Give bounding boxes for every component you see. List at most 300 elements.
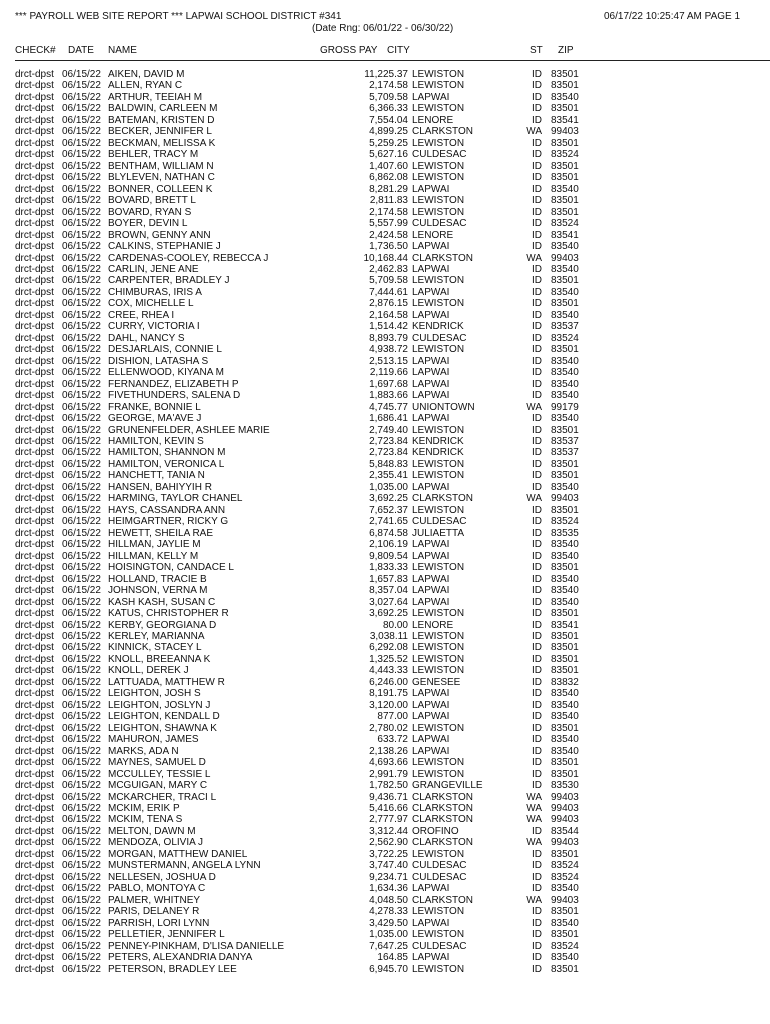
state-cell: ID: [532, 825, 542, 837]
date-cell: 06/15/22: [62, 906, 101, 918]
city-cell: LEWISTON: [412, 206, 465, 218]
table-row: [0, 447, 770, 458]
date-cell: 06/15/22: [62, 791, 101, 803]
gross-pay-cell: 1,833.33: [369, 562, 408, 574]
name-cell: PETERSON, BRADLEY LEE: [108, 963, 237, 975]
check-cell: drct-dpst: [15, 699, 54, 711]
name-cell: ALLEN, RYAN C: [108, 80, 183, 92]
table-row: [0, 103, 770, 114]
zip-cell: 83501: [551, 562, 579, 574]
city-cell: LEWISTON: [412, 470, 465, 482]
table-row: [0, 872, 770, 883]
table-row: [0, 333, 770, 344]
state-cell: ID: [532, 917, 542, 929]
check-cell: drct-dpst: [15, 906, 54, 918]
date-cell: 06/15/22: [62, 780, 101, 792]
check-cell: drct-dpst: [15, 837, 54, 849]
gross-pay-cell: 3,120.00: [369, 699, 408, 711]
table-row: [0, 814, 770, 825]
city-cell: LAPWAI: [412, 539, 450, 551]
zip-cell: 83540: [551, 263, 579, 275]
gross-pay-cell: 1,686.41: [369, 413, 408, 425]
check-cell: drct-dpst: [15, 183, 54, 195]
gross-pay-cell: 6,246.00: [369, 676, 408, 688]
table-row: [0, 929, 770, 940]
city-cell: LEWISTON: [412, 608, 465, 620]
gross-pay-cell: 2,741.65: [369, 516, 408, 528]
check-cell: drct-dpst: [15, 321, 54, 333]
city-cell: LEWISTON: [412, 172, 465, 184]
date-cell: 06/15/22: [62, 447, 101, 459]
city-cell: KENDRICK: [412, 436, 464, 447]
date-cell: 06/15/22: [62, 940, 101, 952]
gross-pay-cell: 6,874.58: [369, 527, 408, 539]
gross-pay-cell: 2,355.41: [369, 470, 408, 482]
zip-cell: 99403: [551, 894, 579, 906]
gross-pay-cell: 1,514.42: [369, 321, 408, 333]
state-cell: ID: [532, 745, 542, 757]
check-cell: drct-dpst: [15, 562, 54, 574]
name-cell: MARKS, ADA N: [108, 745, 179, 757]
check-cell: drct-dpst: [15, 883, 54, 895]
payroll-table: [0, 69, 770, 975]
state-cell: ID: [532, 860, 542, 872]
date-cell: 06/15/22: [62, 963, 101, 975]
city-cell: LEWISTON: [412, 906, 465, 918]
date-cell: 06/15/22: [62, 309, 101, 321]
name-cell: MUNSTERMANN, ANGELA LYNN: [108, 860, 261, 872]
state-cell: ID: [532, 539, 542, 551]
gross-pay-cell: 1,634.36: [369, 883, 408, 895]
table-row: [0, 941, 770, 952]
city-cell: LAPWAI: [412, 734, 450, 746]
column-header-city: CITY: [387, 45, 410, 56]
date-cell: 06/15/22: [62, 871, 101, 883]
check-cell: drct-dpst: [15, 711, 54, 723]
name-cell: KERBY, GEORGIANA D: [108, 619, 217, 631]
table-row: [0, 138, 770, 149]
gross-pay-cell: 2,876.15: [369, 298, 408, 310]
table-row: [0, 436, 770, 447]
report-date-range: (Date Rng: 06/01/22 - 06/30/22): [312, 23, 454, 34]
check-cell: drct-dpst: [15, 757, 54, 769]
date-cell: 06/15/22: [62, 550, 101, 562]
state-cell: ID: [532, 688, 542, 700]
zip-cell: 83540: [551, 745, 579, 757]
name-cell: CALKINS, STEPHANIE J: [108, 241, 221, 253]
check-cell: drct-dpst: [15, 504, 54, 516]
date-cell: 06/15/22: [62, 699, 101, 711]
name-cell: KERLEY, MARIANNA: [108, 630, 205, 642]
check-cell: drct-dpst: [15, 401, 54, 413]
check-cell: drct-dpst: [15, 848, 54, 860]
name-cell: BATEMAN, KRISTEN D: [108, 114, 215, 126]
city-cell: LEWISTON: [412, 298, 465, 310]
name-cell: MCCULLEY, TESSIE L: [108, 768, 211, 780]
date-cell: 06/15/22: [62, 527, 101, 539]
name-cell: BEHLER, TRACY M: [108, 149, 199, 161]
check-cell: drct-dpst: [15, 413, 54, 425]
column-header-check: CHECK#: [15, 45, 56, 56]
zip-cell: 83501: [551, 344, 579, 356]
city-cell: LAPWAI: [412, 286, 450, 298]
date-cell: 06/15/22: [62, 344, 101, 356]
zip-cell: 83535: [551, 527, 579, 539]
check-cell: drct-dpst: [15, 745, 54, 757]
state-cell: ID: [532, 447, 542, 459]
table-row: [0, 539, 770, 550]
check-cell: drct-dpst: [15, 722, 54, 734]
state-cell: ID: [532, 378, 542, 390]
city-cell: LEWISTON: [412, 504, 465, 516]
date-cell: 06/15/22: [62, 757, 101, 769]
gross-pay-cell: 3,038.11: [369, 630, 408, 642]
name-cell: CURRY, VICTORIA I: [108, 321, 200, 333]
name-cell: KASH KASH, SUSAN C: [108, 596, 216, 608]
gross-pay-cell: 9,436.71: [369, 791, 408, 803]
date-cell: 06/15/22: [62, 91, 101, 103]
date-cell: 06/15/22: [62, 894, 101, 906]
zip-cell: 83541: [551, 229, 579, 241]
check-cell: drct-dpst: [15, 298, 54, 310]
check-cell: drct-dpst: [15, 160, 54, 172]
zip-cell: 83501: [551, 470, 579, 482]
table-row: [0, 493, 770, 504]
city-cell: KENDRICK: [412, 321, 464, 333]
name-cell: BOVARD, BRETT L: [108, 195, 196, 207]
name-cell: HARMING, TAYLOR CHANEL: [108, 493, 243, 505]
gross-pay-cell: 2,119.66: [369, 367, 408, 379]
zip-cell: 83540: [551, 183, 579, 195]
city-cell: LEWISTON: [412, 103, 465, 115]
check-cell: drct-dpst: [15, 172, 54, 184]
gross-pay-cell: 1,407.60: [369, 160, 408, 172]
name-cell: KINNICK, STACEY L: [108, 642, 202, 654]
zip-cell: 83501: [551, 206, 579, 218]
city-cell: LAPWAI: [412, 596, 450, 608]
city-cell: LAPWAI: [412, 390, 450, 402]
zip-cell: 83501: [551, 608, 579, 620]
gross-pay-cell: 2,513.15: [369, 355, 408, 367]
state-cell: ID: [532, 504, 542, 516]
state-cell: ID: [532, 527, 542, 539]
date-cell: 06/15/22: [62, 69, 101, 80]
check-cell: drct-dpst: [15, 470, 54, 482]
state-cell: ID: [532, 172, 542, 184]
date-cell: 06/15/22: [62, 745, 101, 757]
state-cell: ID: [532, 344, 542, 356]
gross-pay-cell: 6,945.70: [369, 963, 408, 975]
city-cell: CLARKSTON: [412, 803, 473, 814]
zip-cell: 83540: [551, 378, 579, 390]
table-row: [0, 700, 770, 711]
check-cell: drct-dpst: [15, 80, 54, 92]
gross-pay-cell: 8,191.75: [369, 688, 408, 700]
date-cell: 06/15/22: [62, 355, 101, 367]
state-cell: WA: [526, 837, 542, 849]
table-row: [0, 516, 770, 527]
gross-pay-cell: 4,048.50: [369, 894, 408, 906]
gross-pay-cell: 4,938.72: [369, 344, 408, 356]
report-timestamp-page: 06/17/22 10:25:47 AM PAGE 1: [604, 11, 741, 22]
zip-cell: 83537: [551, 321, 579, 333]
city-cell: LEWISTON: [412, 344, 465, 356]
table-row: [0, 505, 770, 516]
city-cell: LEWISTON: [412, 275, 465, 287]
name-cell: HAMILTON, SHANNON M: [108, 447, 226, 459]
name-cell: CHIMBURAS, IRIS A: [108, 286, 202, 298]
city-cell: LAPWAI: [412, 550, 450, 562]
date-cell: 06/15/22: [62, 688, 101, 700]
name-cell: MCKIM, ERIK P: [108, 803, 180, 814]
zip-cell: 99403: [551, 493, 579, 505]
table-row: [0, 551, 770, 562]
state-cell: ID: [532, 69, 542, 80]
gross-pay-cell: 5,709.58: [369, 275, 408, 287]
zip-cell: 83501: [551, 665, 579, 677]
state-cell: ID: [532, 768, 542, 780]
gross-pay-cell: 2,777.97: [369, 814, 408, 826]
gross-pay-cell: 3,692.25: [369, 608, 408, 620]
zip-cell: 83524: [551, 516, 579, 528]
table-row: [0, 918, 770, 929]
check-cell: drct-dpst: [15, 114, 54, 126]
check-cell: drct-dpst: [15, 91, 54, 103]
name-cell: CARLIN, JENE ANE: [108, 263, 199, 275]
check-cell: drct-dpst: [15, 791, 54, 803]
date-cell: 06/15/22: [62, 424, 101, 436]
date-cell: 06/15/22: [62, 401, 101, 413]
table-row: [0, 207, 770, 218]
zip-cell: 83501: [551, 722, 579, 734]
zip-cell: 83540: [551, 699, 579, 711]
date-cell: 06/15/22: [62, 275, 101, 287]
check-cell: drct-dpst: [15, 952, 54, 964]
table-row: [0, 665, 770, 676]
state-cell: ID: [532, 263, 542, 275]
state-cell: ID: [532, 585, 542, 597]
zip-cell: 83540: [551, 367, 579, 379]
table-row: [0, 860, 770, 871]
zip-cell: 83501: [551, 963, 579, 975]
zip-cell: 83501: [551, 630, 579, 642]
check-cell: drct-dpst: [15, 218, 54, 230]
city-cell: LEWISTON: [412, 137, 465, 149]
table-row: [0, 425, 770, 436]
gross-pay-cell: 7,652.37: [369, 504, 408, 516]
table-row: [0, 413, 770, 424]
name-cell: KATUS, CHRISTOPHER R: [108, 608, 229, 620]
check-cell: drct-dpst: [15, 378, 54, 390]
state-cell: ID: [532, 137, 542, 149]
table-row: [0, 585, 770, 596]
state-cell: ID: [532, 355, 542, 367]
city-cell: LAPWAI: [412, 745, 450, 757]
date-cell: 06/15/22: [62, 252, 101, 264]
name-cell: AIKEN, DAVID M: [108, 69, 185, 80]
city-cell: LAPWAI: [412, 413, 450, 425]
name-cell: KNOLL, BREEANNA K: [108, 653, 211, 665]
gross-pay-cell: 2,723.84: [369, 447, 408, 459]
state-cell: ID: [532, 436, 542, 447]
check-cell: drct-dpst: [15, 803, 54, 814]
zip-cell: 83832: [551, 676, 579, 688]
city-cell: LEWISTON: [412, 642, 465, 654]
city-cell: LEWISTON: [412, 80, 465, 92]
check-cell: drct-dpst: [15, 825, 54, 837]
name-cell: BOYER, DEVIN L: [108, 218, 188, 230]
zip-cell: 83530: [551, 780, 579, 792]
table-row: [0, 390, 770, 401]
zip-cell: 83524: [551, 860, 579, 872]
table-row: [0, 642, 770, 653]
check-cell: drct-dpst: [15, 286, 54, 298]
name-cell: HOISINGTON, CANDACE L: [108, 562, 234, 574]
name-cell: HAMILTON, KEVIN S: [108, 436, 204, 447]
table-row: [0, 734, 770, 745]
city-cell: CLARKSTON: [412, 493, 473, 505]
state-cell: ID: [532, 929, 542, 941]
gross-pay-cell: 5,416.66: [369, 803, 408, 814]
check-cell: drct-dpst: [15, 929, 54, 941]
name-cell: CARPENTER, BRADLEY J: [108, 275, 230, 287]
check-cell: drct-dpst: [15, 367, 54, 379]
name-cell: HAMILTON, VERONICA L: [108, 458, 225, 470]
date-cell: 06/15/22: [62, 711, 101, 723]
gross-pay-cell: 2,462.83: [369, 263, 408, 275]
gross-pay-cell: 7,647.25: [369, 940, 408, 952]
gross-pay-cell: 1,325.52: [369, 653, 408, 665]
name-cell: FRANKE, BONNIE L: [108, 401, 201, 413]
column-header-state: ST: [530, 45, 543, 56]
check-cell: drct-dpst: [15, 963, 54, 975]
zip-cell: 83540: [551, 573, 579, 585]
name-cell: COX, MICHELLE L: [108, 298, 194, 310]
state-cell: ID: [532, 848, 542, 860]
check-cell: drct-dpst: [15, 860, 54, 872]
gross-pay-cell: 2,424.58: [369, 229, 408, 241]
check-cell: drct-dpst: [15, 424, 54, 436]
table-row: [0, 803, 770, 814]
state-cell: ID: [532, 206, 542, 218]
gross-pay-cell: 3,312.44: [369, 825, 408, 837]
table-row: [0, 723, 770, 734]
state-cell: ID: [532, 390, 542, 402]
name-cell: DISHION, LATASHA S: [108, 355, 209, 367]
city-cell: CULDESAC: [412, 940, 467, 952]
date-cell: 06/15/22: [62, 539, 101, 551]
zip-cell: 99403: [551, 791, 579, 803]
city-cell: LEWISTON: [412, 653, 465, 665]
gross-pay-cell: 3,722.25: [369, 848, 408, 860]
state-cell: ID: [532, 734, 542, 746]
state-cell: ID: [532, 413, 542, 425]
check-cell: drct-dpst: [15, 676, 54, 688]
date-cell: 06/15/22: [62, 458, 101, 470]
zip-cell: 83501: [551, 160, 579, 172]
table-row: [0, 906, 770, 917]
date-cell: 06/15/22: [62, 676, 101, 688]
date-cell: 06/15/22: [62, 803, 101, 814]
city-cell: CLARKSTON: [412, 814, 473, 826]
table-row: [0, 241, 770, 252]
check-cell: drct-dpst: [15, 355, 54, 367]
gross-pay-cell: 2,562.90: [369, 837, 408, 849]
name-cell: BONNER, COLLEEN K: [108, 183, 213, 195]
state-cell: ID: [532, 286, 542, 298]
state-cell: ID: [532, 424, 542, 436]
name-cell: HILLMAN, JAYLIE M: [108, 539, 201, 551]
name-cell: BENTHAM, WILLIAM N: [108, 160, 214, 172]
date-cell: 06/15/22: [62, 332, 101, 344]
date-cell: 06/15/22: [62, 734, 101, 746]
name-cell: MCKIM, TENA S: [108, 814, 183, 826]
gross-pay-cell: 5,627.16: [369, 149, 408, 161]
gross-pay-cell: 1,035.00: [369, 929, 408, 941]
table-row: [0, 964, 770, 975]
gross-pay-cell: 2,749.40: [369, 424, 408, 436]
table-row: [0, 149, 770, 160]
state-cell: ID: [532, 332, 542, 344]
city-cell: LEWISTON: [412, 929, 465, 941]
date-cell: 06/15/22: [62, 585, 101, 597]
column-header-gross-pay: GROSS PAY: [320, 45, 378, 56]
zip-cell: 83537: [551, 447, 579, 459]
check-cell: drct-dpst: [15, 653, 54, 665]
check-cell: drct-dpst: [15, 585, 54, 597]
check-cell: drct-dpst: [15, 630, 54, 642]
check-cell: drct-dpst: [15, 195, 54, 207]
zip-cell: 83501: [551, 103, 579, 115]
check-cell: drct-dpst: [15, 252, 54, 264]
date-cell: 06/15/22: [62, 413, 101, 425]
state-cell: WA: [526, 493, 542, 505]
city-cell: LEWISTON: [412, 69, 465, 80]
state-cell: ID: [532, 80, 542, 92]
header-divider: [15, 60, 770, 61]
zip-cell: 99403: [551, 126, 579, 138]
zip-cell: 83524: [551, 332, 579, 344]
state-cell: ID: [532, 241, 542, 253]
state-cell: ID: [532, 321, 542, 333]
zip-cell: 83501: [551, 642, 579, 654]
name-cell: CREE, RHEA I: [108, 309, 175, 321]
zip-cell: 83540: [551, 550, 579, 562]
zip-cell: 83501: [551, 458, 579, 470]
date-cell: 06/15/22: [62, 114, 101, 126]
check-cell: drct-dpst: [15, 871, 54, 883]
name-cell: HAYS, CASSANDRA ANN: [108, 504, 226, 516]
zip-cell: 83501: [551, 80, 579, 92]
gross-pay-cell: 5,259.25: [369, 137, 408, 149]
name-cell: LEIGHTON, SHAWNA K: [108, 722, 217, 734]
table-row: [0, 574, 770, 585]
gross-pay-cell: 4,443.33: [369, 665, 408, 677]
table-row: [0, 746, 770, 757]
table-row: [0, 379, 770, 390]
zip-cell: 83540: [551, 413, 579, 425]
city-cell: LEWISTON: [412, 195, 465, 207]
zip-cell: 83540: [551, 688, 579, 700]
gross-pay-cell: 2,811.83: [369, 195, 408, 207]
check-cell: drct-dpst: [15, 573, 54, 585]
state-cell: ID: [532, 562, 542, 574]
city-cell: LEWISTON: [412, 562, 465, 574]
state-cell: WA: [526, 791, 542, 803]
gross-pay-cell: 6,292.08: [369, 642, 408, 654]
table-row: [0, 287, 770, 298]
table-row: [0, 230, 770, 241]
